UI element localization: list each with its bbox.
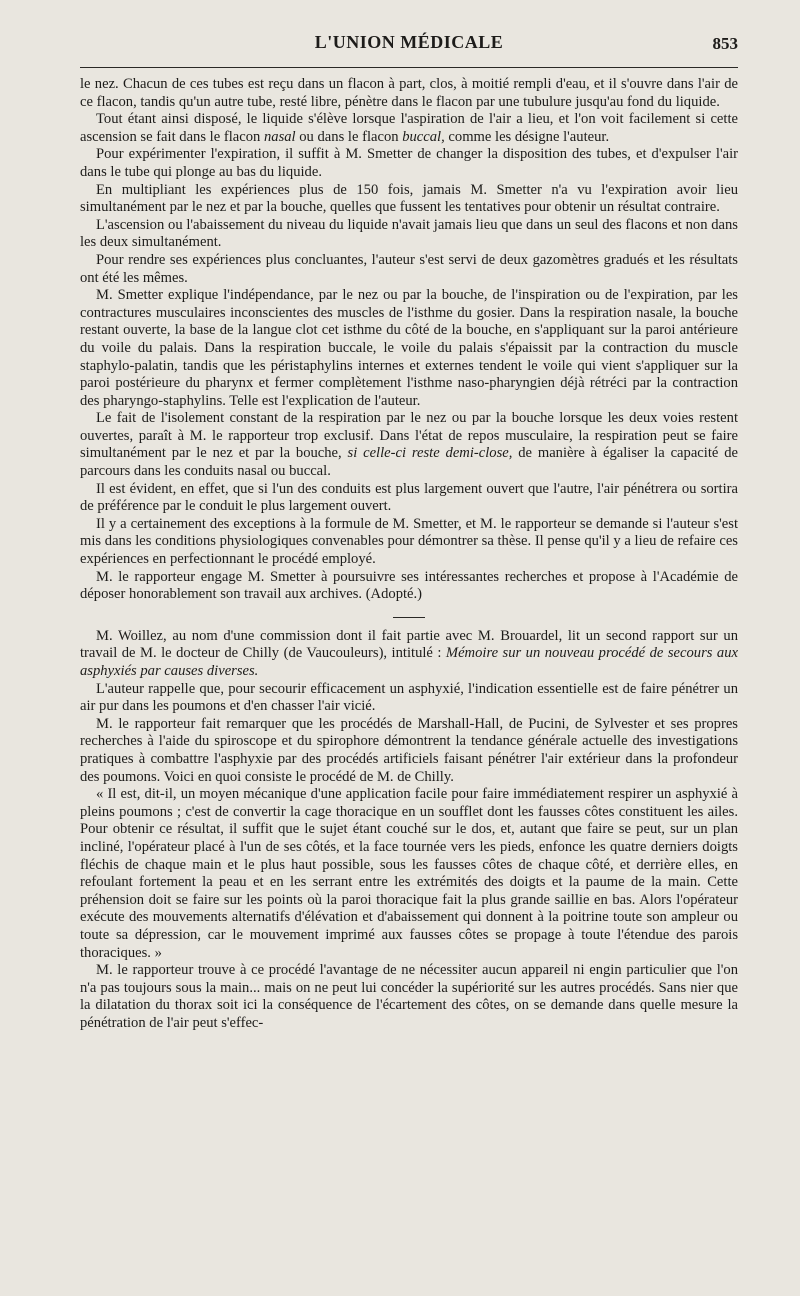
text-run: de manière à égaliser la capacité de parcours dans les conduits nasal ou buccal. <box>80 445 738 480</box>
paragraph-p5 <box>80 217 738 252</box>
paragraph-p6 <box>80 252 738 287</box>
article-body <box>80 76 738 1032</box>
text-run: L'ascension ou l'abaissement du niveau du liquide n'avait jamais lieu que dans un seul des flacons et non dans les deux simultanément. <box>80 216 738 251</box>
paragraph-p3 <box>80 146 738 181</box>
text-run: Tout étant ainsi disposé, le liquide s'élève lorsque l'aspiration de l'air a lieu, et l'on voit facilement si cette ascension se fait dans le flacon <box>80 111 738 145</box>
text-run: M. le rapporteur fait remarquer que les procédés de Marshall-Hall, de Pucini, de Sylvester et ses propres recherches à l'aide du spiroscope et du spirophore démontrent la tendance générale actuelle des investigations pratiques à combattre l'asphyxie par des procédés artificiels faisant pénétrer l'air extérieur dans la profondeur des poumons. Voici en quoi consiste le procédé de M. de Chilly. <box>80 715 738 785</box>
text-run: Il est évident, en effet, que si l'un des conduits est plus largement ouvert que l'autre, l'air pénétrera ou sortira de préférence par le conduit le plus largement ouvert. <box>80 480 738 515</box>
text-run: Le fait de l'isolement constant de la respiration par le nez ou par la bouche lorsque les deux voies restent ouvertes, paraît à M. le rapporteur trop exclusif. Dans l'état de repos musculaire, la respiration peut se faire simultanément par le nez et par la bouche, <box>80 410 738 462</box>
text-run: Pour rendre ses expériences plus concluantes, l'auteur s'est servi de deux gazomètres gradués et les résultats ont été les mêmes. <box>80 251 738 286</box>
text-run: Il y a certainement des exceptions à la formule de M. Smetter, et M. le rapporteur se demande si l'auteur s'est mis dans les conditions physiologiques convenables pour démontrer sa thèse. Il pense qu'il y a lieu de refaire ces expériences en perfectionnant le procédé employé. <box>80 515 738 568</box>
paragraph-p12 <box>80 628 738 681</box>
text-run: M. Woillez, au nom d'une commission dont il fait partie avec M. Brouardel, lit un second rapport sur un travail de M. le docteur de Chilly (de Vaucouleurs), intitulé : <box>80 627 738 662</box>
text-run: « Il est, dit-il, un moyen mécanique d'une application facile pour faire immédiatement respirer un asphyxié à pleins poumons ; c'est de convertir la cage thoracique en un soufflet dont les fausses côtes constituent les ailes. Pour obtenir ce résultat, il suffit que le sujet étant couché sur le dos, et, autant que faire se peut, sur un plan incliné, l'opérateur placé à l'un de ses côtés, et la face tournée vers les pieds, enfonce les quatre derniers doigts fléchis de chaque main et le plus haut possible, sous les fausses côtes de chaque côté, et derrière elles, en refoulant fortement la peau et en les serrant entre les extrémités des doigts et la paume de la main. Cette préhension doit se faire sur les points où la paroi thoracique fait la plus grande saillie en bas. Alors l'opérateur exécute des mouvements alternatifs d'élévation et d'abaissement qui donnent à la poitrine toute son ampleur ou toute sa dépression, car le mouvement imprimé aux fausses côtes se propage à toute l'étendue des parois thoraciques. » <box>80 786 738 961</box>
paragraph-p4 <box>80 182 738 217</box>
page-header <box>80 32 738 62</box>
section-separator <box>393 617 425 618</box>
text-run: M. Smetter explique l'indépendance, par le nez ou par la bouche, de l'inspiration ou de l'expiration, par les contractures musculaires inconscientes des muscles de l'isthme du gosier. Dans la respiration nasale, la bouche restant ouverte, la base de la langue clot cet isthme du côté de la bouche, en s'appliquant sur la paroi antérieure du voile du palais. Dans la respiration buccale, le voile du palais s'épaissit par la contraction du muscle staphylo-palatin, tandis que les péristaphylins internes et externes tendent le voile qui vient s'appliquer sur la paroi postérieure du pharynx et fermer complètement l'isthme naso-pharyngien déjà rétréci par la contraction des pharyngo-staphylins. Telle est l'explication de l'auteur. <box>80 287 738 409</box>
paragraph-p7 <box>80 287 738 410</box>
text-run: nasal <box>263 128 296 145</box>
paragraph-p8 <box>80 410 738 480</box>
text-run: M. le rapporteur trouve à ce procédé l'avantage de ne nécessiter aucun appareil ni engin particulier que l'on n'a pas toujours sous la main... mais on ne peut lui concéder la supériorité sur les autres procédés. Sans nier que la dilatation du thorax soit ici la conséquence de l'écartement des côtes, on se demande dans quelle mesure la pénétration de l'air peut s'effec- <box>80 962 738 1031</box>
paragraph-p15 <box>80 786 738 962</box>
text-run: L'auteur rappelle que, pour secourir efficacement un asphyxié, l'indication essentielle est de faire pénétrer un air pur dans les poumons et d'en chasser l'air vicié. <box>80 680 738 715</box>
paragraph-p10 <box>80 516 738 569</box>
paragraph-p2 <box>80 111 738 146</box>
paragraph-p11 <box>80 569 738 604</box>
paragraph-p13 <box>80 681 738 716</box>
text-run: si celle-ci reste demi-close, <box>347 445 513 462</box>
text-run: En multipliant les expériences plus de 150 fois, jamais M. Smetter n'a vu l'expiration avoir lieu simultanément par le nez et par la bouche, quelles que fussent les tentatives pour obtenir un résultat contraire. <box>80 181 738 216</box>
text-run: buccal, <box>402 128 445 145</box>
text-run: comme les désigne l'auteur. <box>444 128 610 145</box>
header-rule <box>80 67 738 68</box>
paragraph-p9 <box>80 481 738 516</box>
text-run: Mémoire sur un nouveau procédé de secours aux asphyxiés par causes diverses. <box>80 645 738 679</box>
paragraph-p14 <box>80 716 738 786</box>
paragraph-p1 <box>80 76 738 111</box>
text-run: ou dans le flacon <box>295 128 403 145</box>
text-run: le nez. Chacun de ces tubes est reçu dans un flacon à part, clos, à moitié rempli d'eau, et il s'ouvre dans l'air de ce flacon, tandis qu'un autre tube, resté libre, pénètre dans le flacon par une tubulure jusqu'au fond du liquide. <box>80 76 738 110</box>
text-run: Pour expérimenter l'expiration, il suffit à M. Smetter de changer la disposition des tubes, et d'expulser l'air dans le tube qui plonge au bas du liquide. <box>80 146 738 180</box>
paragraph-p16 <box>80 962 738 1032</box>
text-run: M. le rapporteur engage M. Smetter à poursuivre ses intéressantes recherches et propose à l'Académie de déposer honorablement son travail aux archives. (Adopté.) <box>80 568 738 603</box>
page-number: 853 <box>712 34 738 53</box>
running-title: L'UNION MÉDICALE <box>314 32 504 52</box>
